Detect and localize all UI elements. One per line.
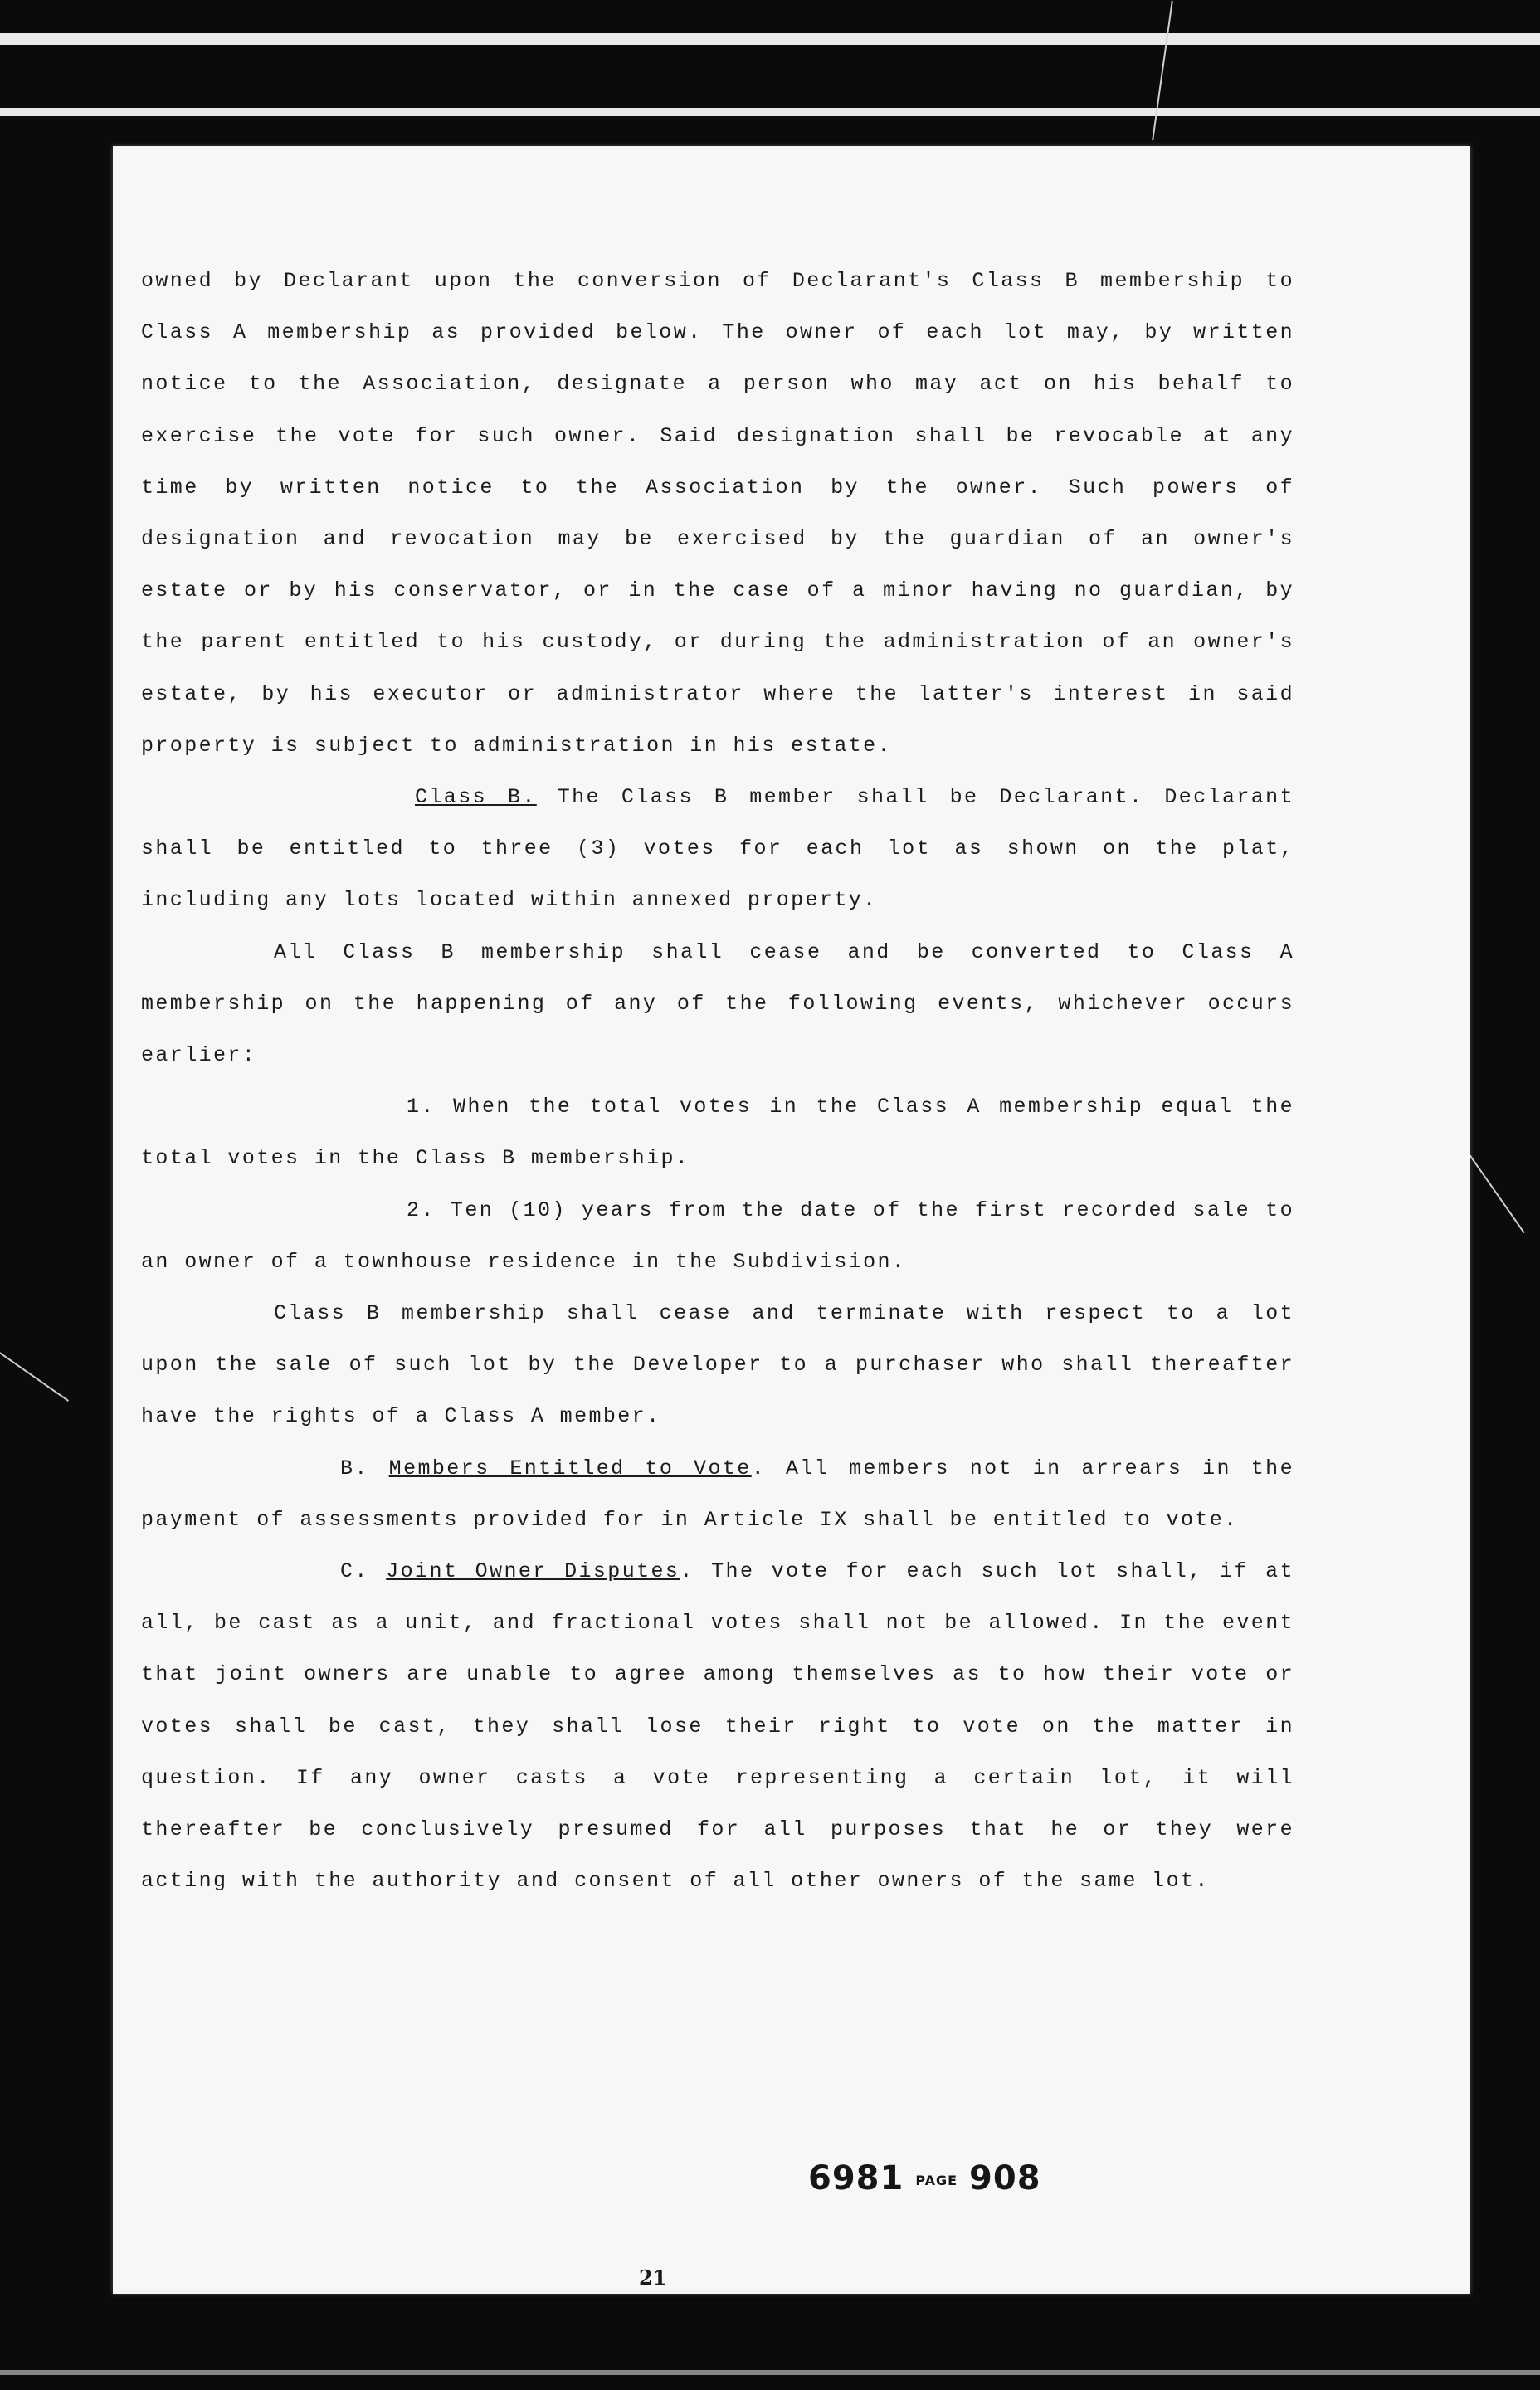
scan-band-top	[0, 33, 1540, 45]
paragraph-text: . All members not in arrears in the payment of assessments provided for in Article IX shall be entitled to vote.	[141, 1456, 1294, 1532]
paragraph-joint-owner	[141, 1546, 1294, 1907]
paragraph-class-b	[141, 772, 1294, 927]
section-letter: B.	[340, 1456, 389, 1480]
paragraph-text: The Class B member shall be Declarant. Declarant shall be entitled to three (3) votes for each lot as shown on the plat, including any lots located within annexed property.	[141, 785, 1294, 913]
heading-joint-owner: Joint Owner Disputes	[386, 1559, 680, 1584]
paragraph-text: 2. Ten (10) years from the date of the first recorded sale to an owner of a townhouse residence in the Subdivision.	[141, 1197, 1294, 1274]
paragraph-text: All Class B membership shall cease and be converted to Class A membership on the happening of any of the following events, whichever occurs earlier:	[141, 939, 1294, 1068]
section-letter: C.	[340, 1559, 387, 1584]
paragraph-class-b-termination	[141, 1288, 1294, 1443]
paragraph-event-1	[141, 1081, 1294, 1184]
scan-edge-bottom	[0, 2370, 1540, 2375]
stamp-book: 6981	[808, 2159, 904, 2197]
paragraph-event-2	[141, 1185, 1294, 1288]
stamp-mid: PAGE	[915, 2172, 958, 2188]
scan-band-lower	[0, 108, 1540, 116]
paragraph-class-b-cessation	[141, 927, 1294, 1082]
paragraph-text: . The vote for each such lot shall, if at all, be cast as a unit, and fractional votes shall not be allowed. In the event that joint owners are unable to agree among themselves as to how their vote or votes shall be cast, they shall lose their right to vote on the matter in question. If any owner casts a vote representing a certain lot, it will thereafter be conclusively presumed for all purposes that he or they were acting with the authority and consent of all other owners of the same lot.	[141, 1559, 1294, 1894]
paragraph-voting-designation	[141, 256, 1294, 772]
paragraph-text: 1. When the total votes in the Class A membership equal the total votes in the Class B membership.	[141, 1095, 1294, 1171]
scan-scratch	[0, 1329, 69, 1402]
heading-class-b: Class B.	[415, 785, 537, 810]
heading-members-entitled: Members Entitled to Vote	[388, 1456, 752, 1480]
page-number: 21	[639, 2266, 667, 2290]
recording-stamp	[808, 2159, 1041, 2197]
scan-scratch	[1152, 1, 1173, 141]
stamp-page: 908	[969, 2159, 1041, 2197]
paragraph-text: Class B membership shall cease and terminate with respect to a lot upon the sale of such lot by the Developer to a purchaser who shall thereafter have the rights of a Class A member.	[141, 1301, 1294, 1429]
paragraph-members-entitled	[141, 1443, 1294, 1546]
document-body	[141, 256, 1294, 1908]
paragraph-text: owned by Declarant upon the conversion of Declarant's Class B membership to Class A membership as provided below. The owner of each lot may, by written notice to the Association, designate a person who may act on his behalf to exercise the vote for such owner. Said designation shall be revocable at any time by written notice to the Association by the owner. Such powers of designation and revocation may be exercised by the guardian of an owner's estate or by his conservator, or in the case of a minor having no guardian, by the parent entitled to his custody, or during the administration of an owner's estate, by his executor or administrator where the latter's interest in said property is subject to administration in his estate.	[141, 269, 1294, 758]
